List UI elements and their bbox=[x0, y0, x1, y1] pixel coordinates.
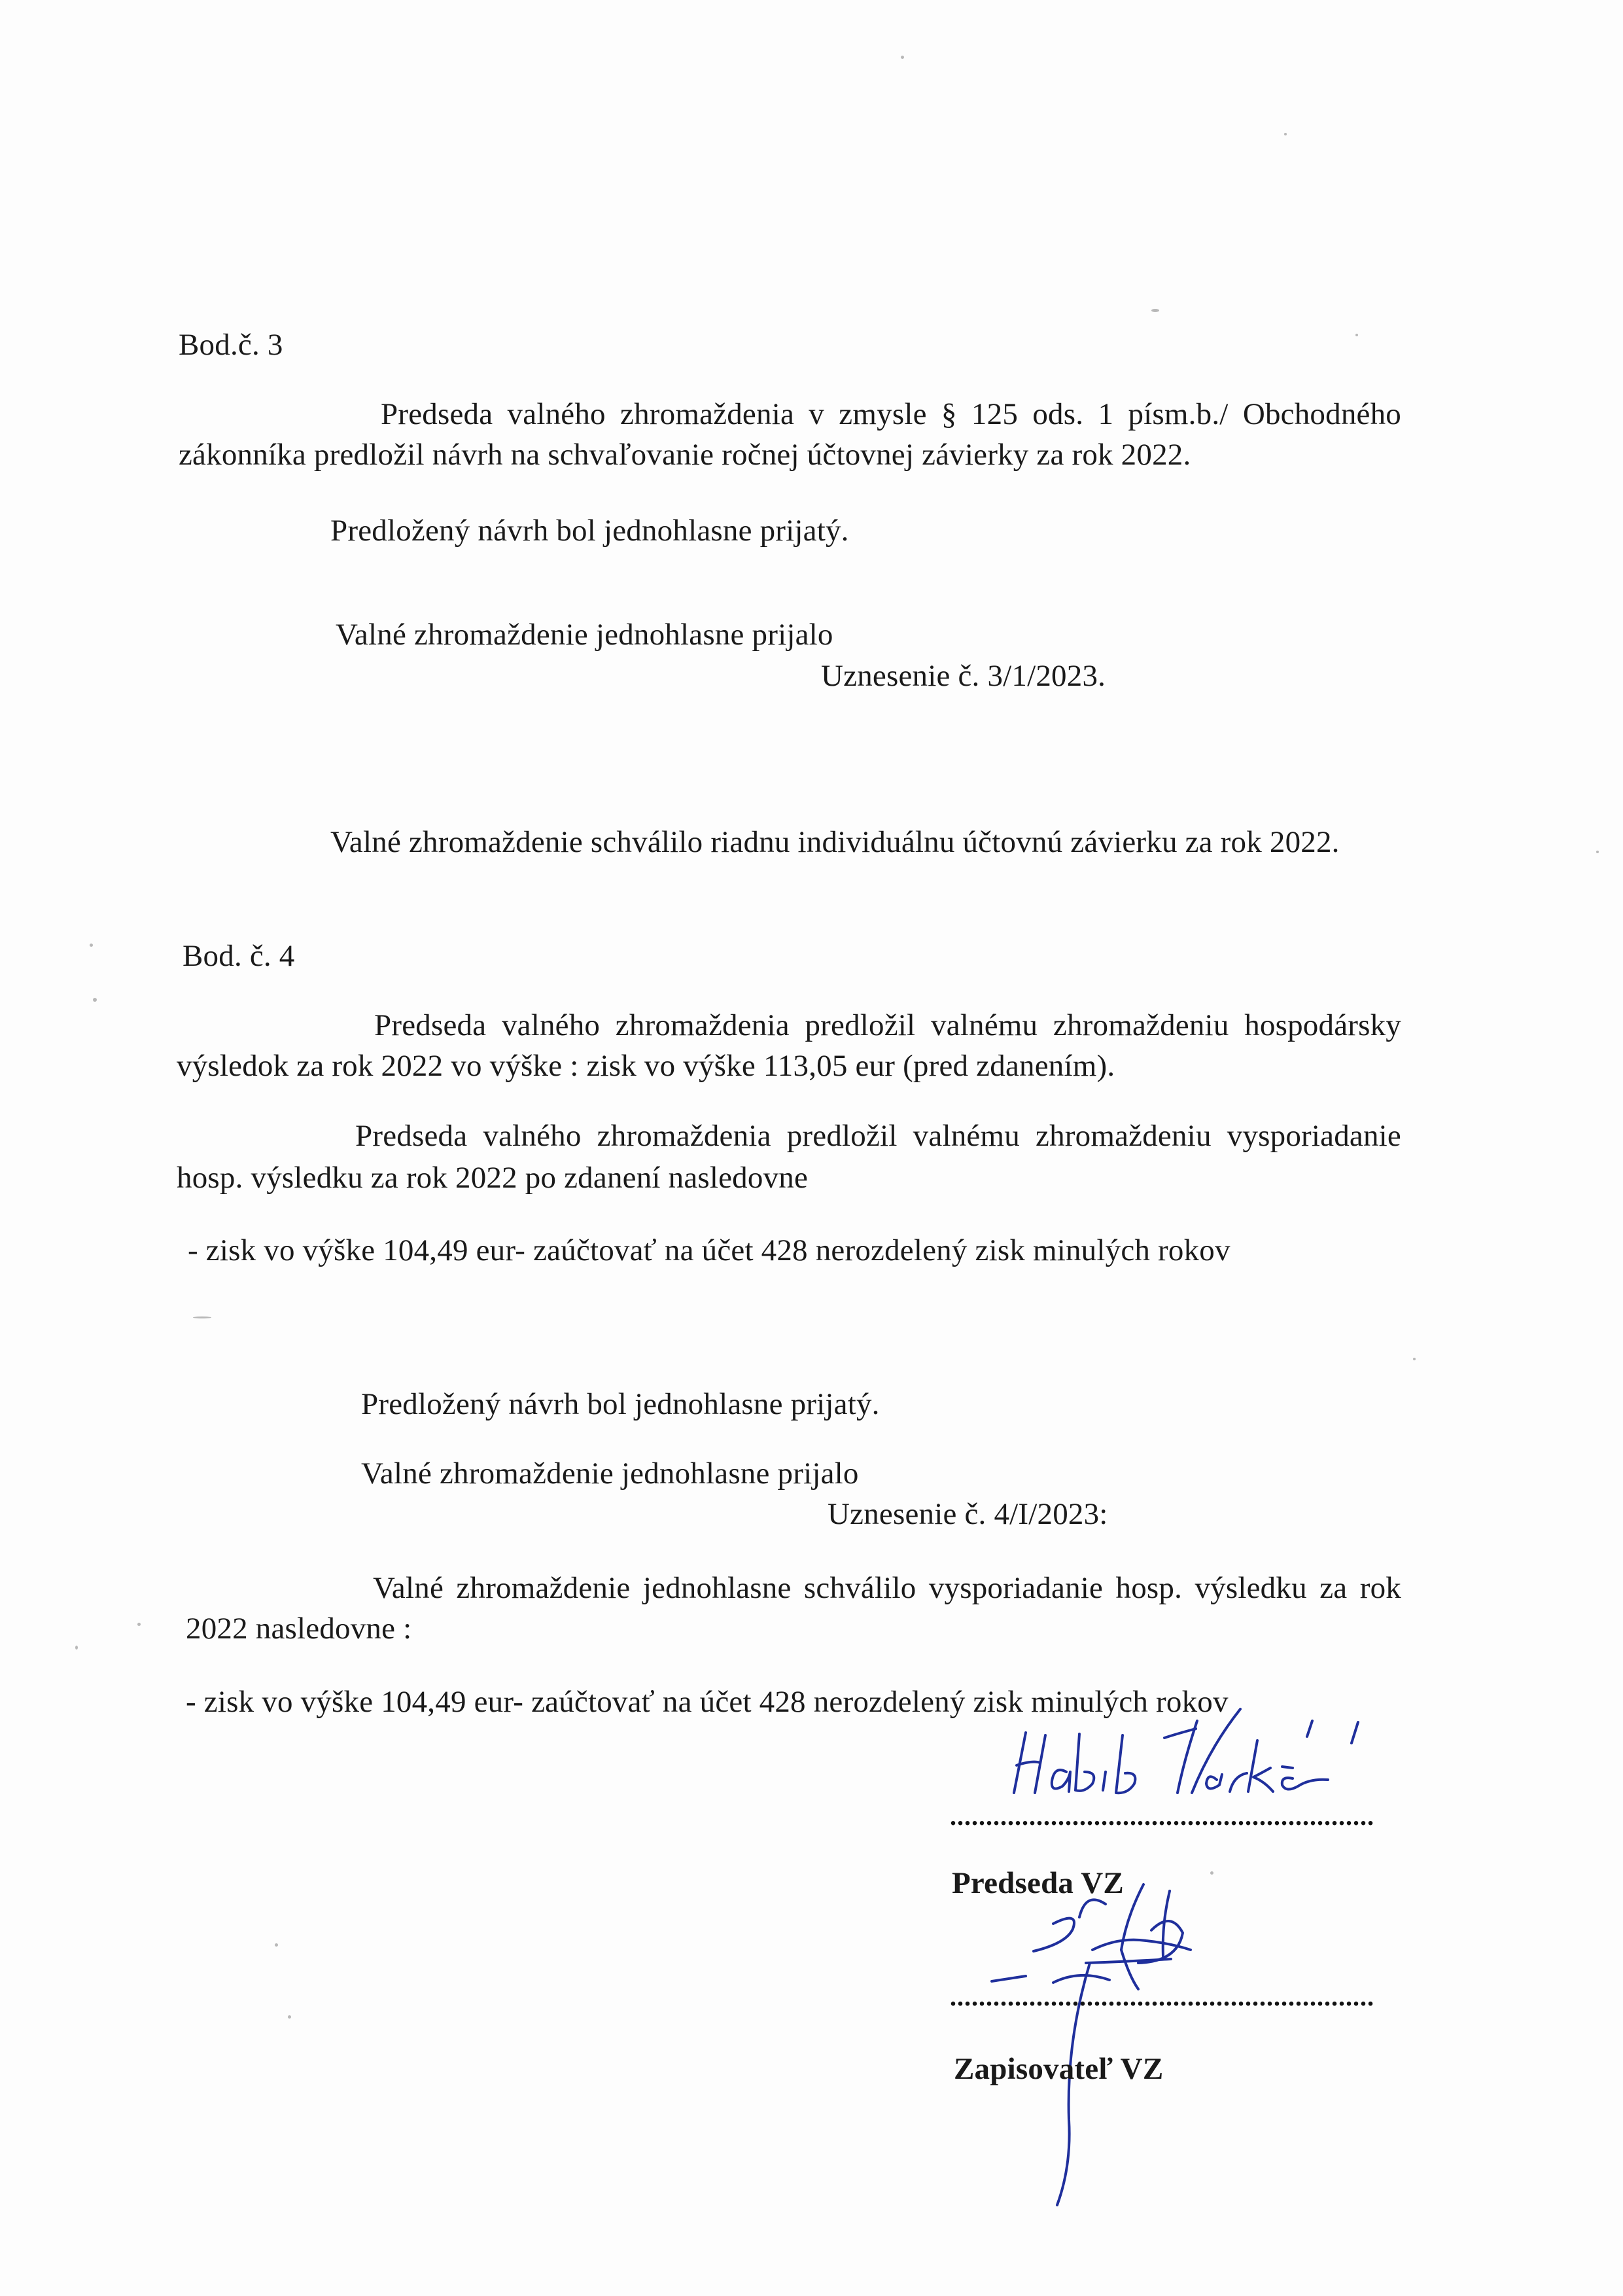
bod4-item-profit-2: - zisk vo výške 104,49 eur- zaúčtovať na účet 428 nerozdelený zisk minulých rokov bbox=[186, 1685, 1229, 1719]
bod4-resolution: Uznesenie č. 4/I/2023: bbox=[828, 1497, 1108, 1531]
scan-speck bbox=[75, 1646, 78, 1650]
recorder-label: Zapisovateľ VZ bbox=[954, 2052, 1164, 2086]
scan-speck bbox=[137, 1623, 141, 1626]
bod4-heading: Bod. č. 4 bbox=[183, 939, 295, 973]
chair-signature bbox=[1001, 1695, 1367, 1806]
scan-speck bbox=[90, 944, 93, 947]
bod4-approval-line1: Valné zhromaždenie jednohlasne schválilo vysporiadanie hosp. výsledku za rok bbox=[373, 1571, 1401, 1605]
scan-speck bbox=[288, 2015, 291, 2019]
bod4-paragraph1-line2: výsledok za rok 2022 vo výške : zisk vo výške 113,05 eur (pred zdanením). bbox=[177, 1049, 1115, 1083]
chair-label: Predseda VZ bbox=[952, 1866, 1124, 1900]
scan-speck bbox=[275, 1943, 278, 1947]
bod3-paragraph-line2: zákonníka predložil návrh na schvaľovanie ročnej účtovnej závierky za rok 2022. bbox=[179, 438, 1191, 472]
bod3-resolution: Uznesenie č. 3/1/2023. bbox=[821, 659, 1106, 693]
recorder-signature bbox=[975, 1878, 1249, 2205]
bod3-proposal: Predložený návrh bol jednohlasne prijatý. bbox=[330, 514, 849, 548]
scan-speck bbox=[1210, 1871, 1213, 1875]
chair-signature-line: ........................................................... bbox=[950, 1801, 1374, 1831]
scan-speck bbox=[93, 998, 97, 1002]
scan-speck bbox=[193, 1316, 211, 1318]
scan-speck bbox=[1151, 309, 1159, 312]
bod4-proposal: Predložený návrh bol jednohlasne prijatý. bbox=[361, 1387, 880, 1421]
bod4-adopted: Valné zhromaždenie jednohlasne prijalo bbox=[361, 1457, 859, 1491]
bod4-item-profit: - zisk vo výške 104,49 eur- zaúčtovať na účet 428 nerozdelený zisk minulých rokov bbox=[188, 1233, 1230, 1267]
bod4-approval-line2: 2022 nasledovne : bbox=[186, 1612, 412, 1646]
bod4-paragraph2-line2: hosp. výsledku za rok 2022 po zdanení nasledovne bbox=[177, 1161, 809, 1195]
recorder-signature-line: ........................................................... bbox=[950, 1982, 1374, 2011]
bod3-adopted: Valné zhromaždenie jednohlasne prijalo bbox=[336, 618, 833, 652]
scan-speck bbox=[1284, 133, 1287, 135]
bod4-paragraph1-line1: Predseda valného zhromaždenia predložil valnému zhromaždeniu hospodársky bbox=[374, 1008, 1401, 1042]
bod3-heading: Bod.č. 3 bbox=[179, 328, 283, 362]
bod3-paragraph-line1: Predseda valného zhromaždenia v zmysle § 125 ods. 1 písm.b./ Obchodného bbox=[381, 397, 1401, 431]
bod3-approval: Valné zhromaždenie schválilo riadnu individuálnu účtovnú závierku za rok 2022. bbox=[330, 825, 1340, 859]
scan-speck bbox=[901, 56, 904, 59]
scan-speck bbox=[1413, 1358, 1416, 1360]
scan-speck bbox=[1596, 851, 1599, 853]
scan-speck bbox=[1355, 334, 1358, 336]
bod4-paragraph2-line1: Predseda valného zhromaždenia predložil valnému zhromaždeniu vysporiadanie bbox=[355, 1119, 1401, 1153]
